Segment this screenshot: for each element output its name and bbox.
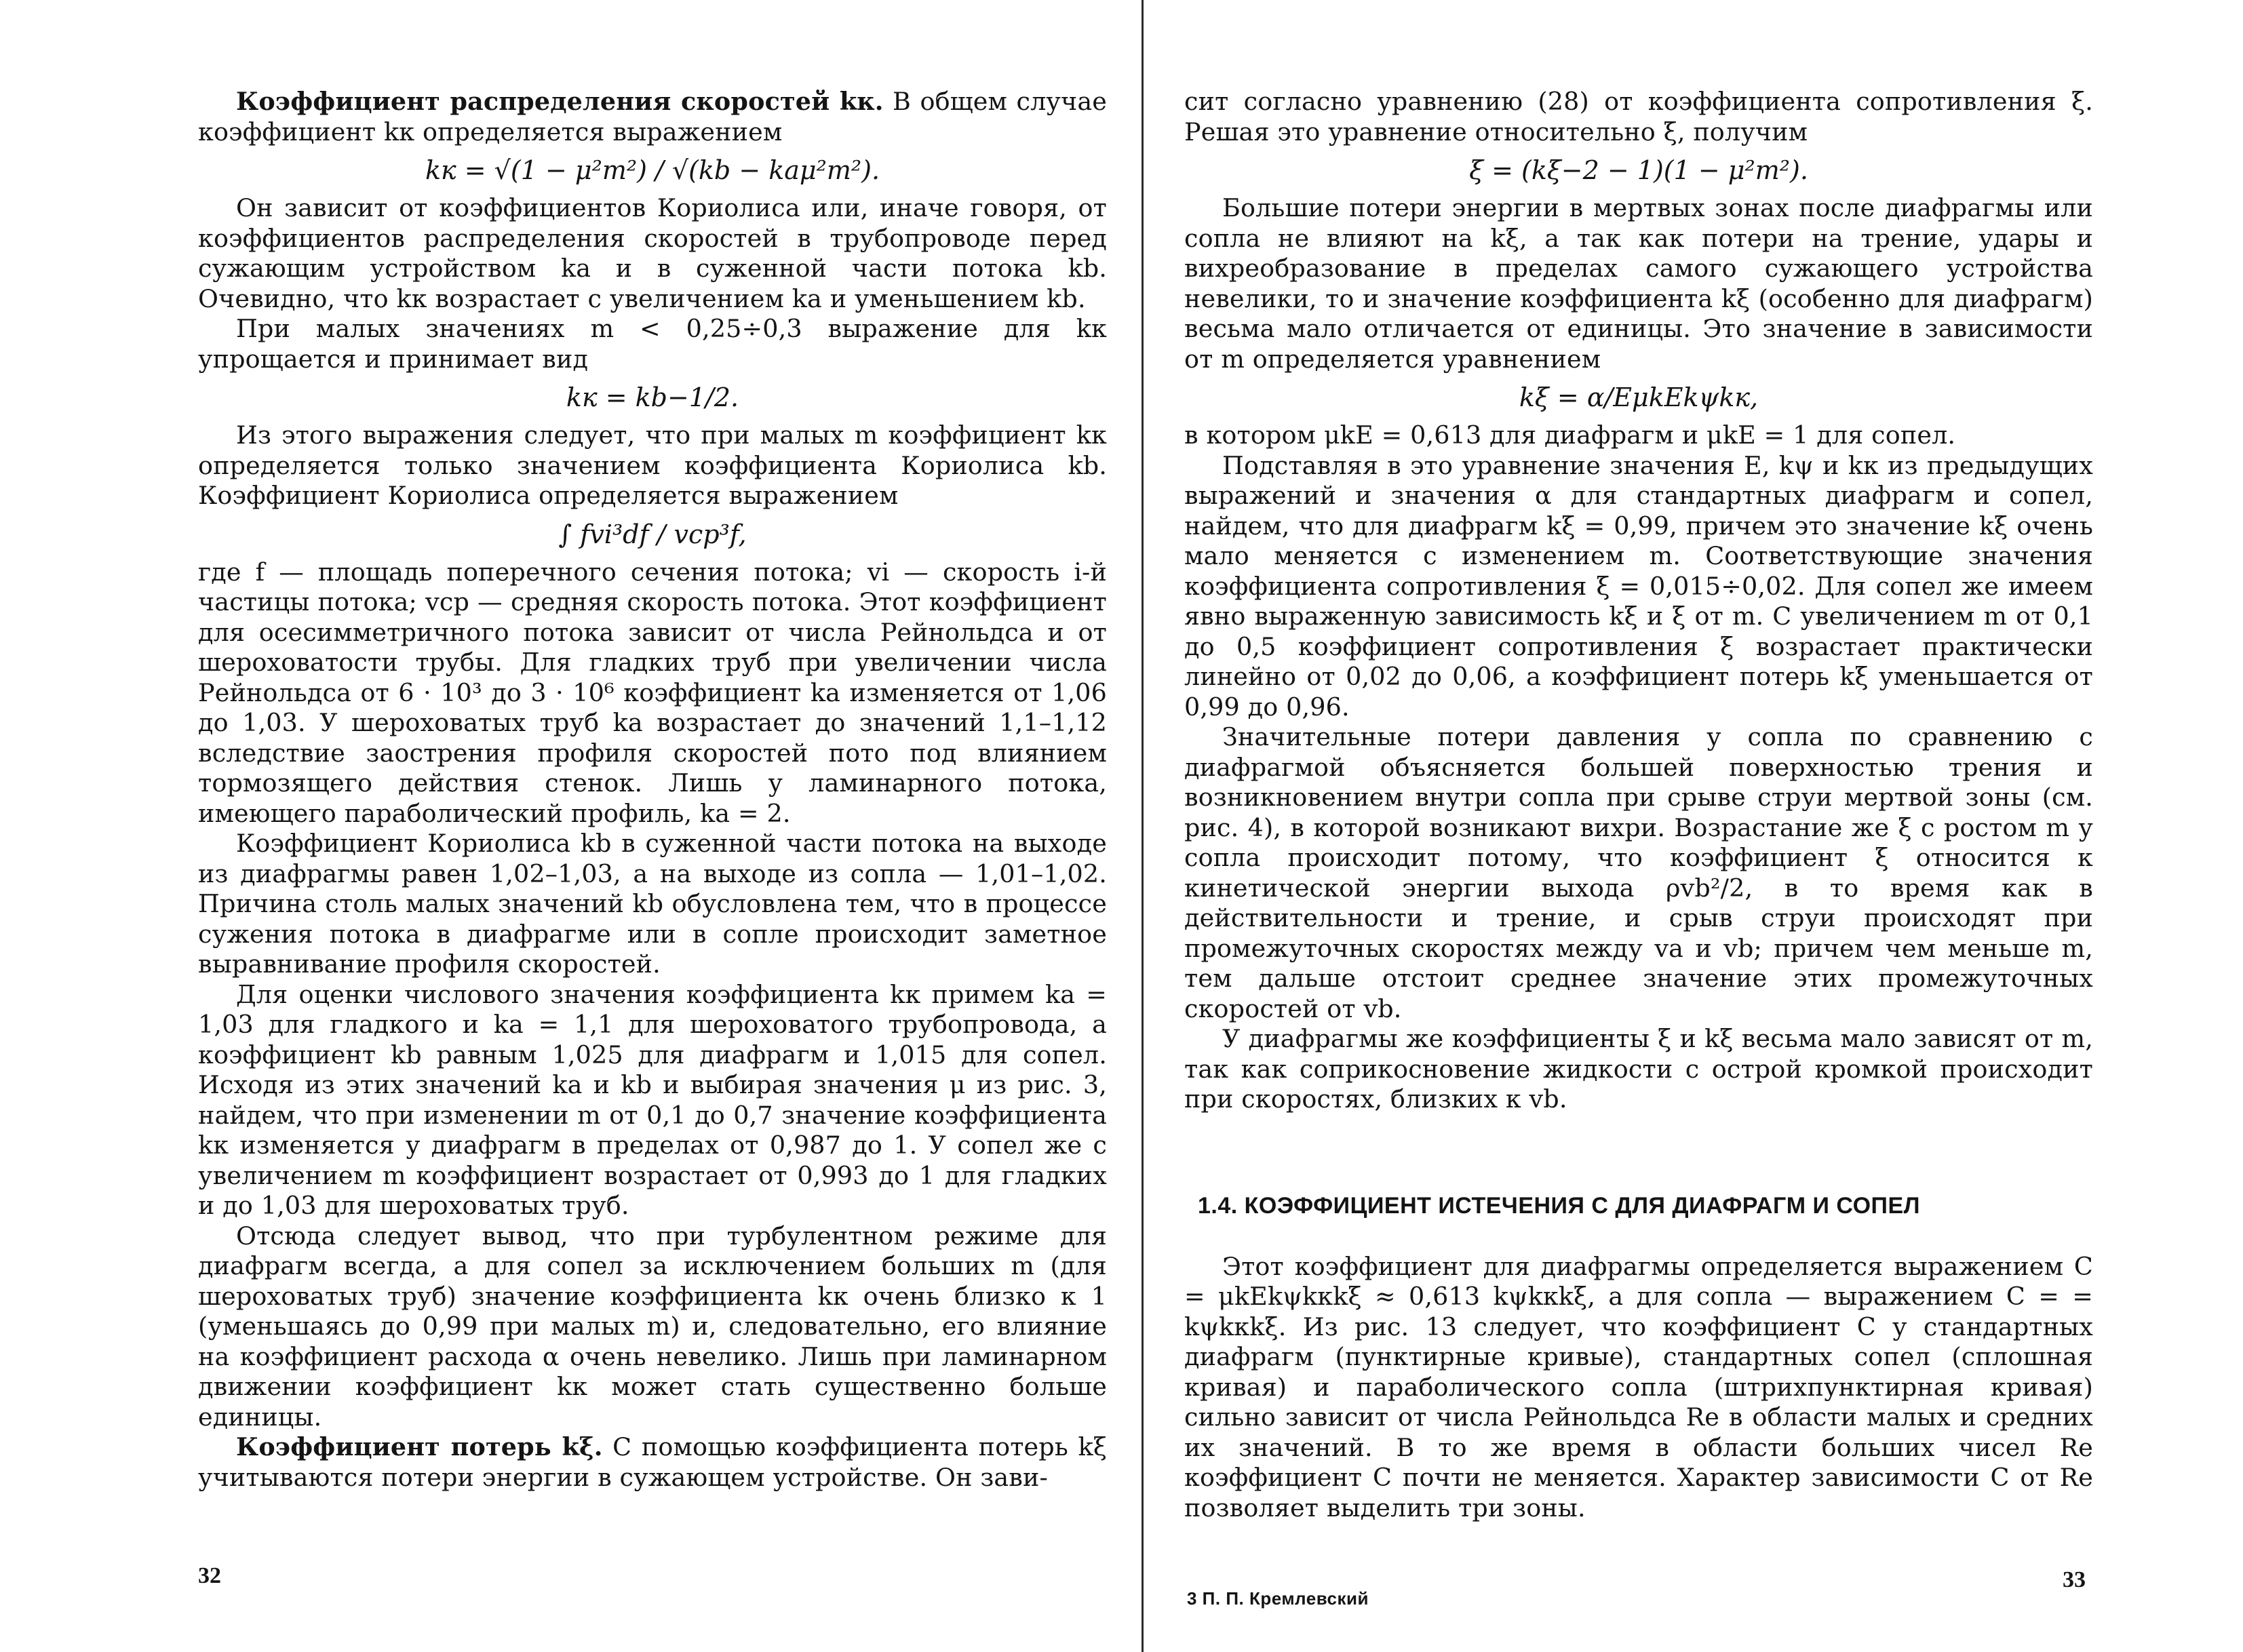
footer-signature: 3 П. П. Кремлевский bbox=[1187, 1588, 1369, 1609]
paragraph: Для оценки числового значения коэффициента kк примем ka = 1,03 для гладкого и ka = 1,1 для шероховатого трубопровода, а коэффициент kb равным 1,025 для диафрагм и 1,015 для сопел. Исходя из этих значений ka и kb и выбирая значения μ из рис. 3, найдем, что при изменении m от 0,1 до 0,7 значение коэффициента kк изменяется у диафрагм в пределах от 0,987 до 1. У сопел же с увеличением m коэффициент возрастает от 0,993 до 1 для гладких и до 1,03 для шероховатых труб. bbox=[198, 979, 1107, 1220]
paragraph: Он зависит от коэффициентов Кориолиса или, иначе говоря, от коэффициентов распределения скоростей в трубопроводе перед сужающим устройством ka и в суженной части потока kb. Очевидно, что kк возрастает с увеличением ka и уменьшением kb. bbox=[198, 193, 1107, 313]
paragraph: где f — площадь поперечного сечения потока; vi — скорость i-й частицы потока; vср — средняя скорость потока. Этот коэффициент для осесимметричного потока зависит от числа Рейнольдса и от шероховатости трубы. Для гладких труб при увеличении числа Рейнольдса от 6 · 10³ до 3 · 10⁶ коэффициент ka изменяется от 1,06 до 1,03. У шероховатых труб ka возрастает до значений 1,1–1,12 вследствие заострения профиля скоростей пото под влиянием тормозящего действия стенок. Лишь у ламинарного потока, имеющего параболический профиль, ka = 2. bbox=[198, 557, 1107, 828]
paragraph: Большие потери энергии в мертвых зонах после диафрагмы или сопла не влияют на kξ, а так как потери на трение, удары и вихреобразование в пределах самого сужающего устройства невелики, то и значение коэффициента kξ (особенно для диафрагм) весьма мало отличается от единицы. Это значение в зависимости от m определяется уравнением bbox=[1184, 193, 2093, 374]
paragraph: Этот коэффициент для диафрагмы определяется выражением C = μkEkψkкkξ ≈ 0,613 kψkкkξ, а для сопла — выражением C = = kψkкkξ. Из рис. 13 следует, что коэффициент C у стандартных диафрагм (пунктирные кривые), стандартных сопел (сплошная кривая) и параболического сопла (штрихпунктирная кривая) сильно зависит от числа Рейнольдса Re в области малых и средних их значений. В то же время в области больших чисел Re коэффициент C почти не меняется. Характер зависимости C от Re позволяет выделить три зоны. bbox=[1184, 1251, 2093, 1522]
paragraph: Коэффициент Кориолиса kb в суженной части потока на выходе из диафрагмы равен 1,02–1,03, а на выходе из сопла — 1,01–1,02. Причина столь малых значений kb обусловлена тем, что в процессе сужения потока в диафрагме или в сопле происходит заметное выравнивание профиля скоростей. bbox=[198, 829, 1107, 979]
right-text-column bbox=[1184, 87, 2093, 1523]
paragraph bbox=[198, 87, 1107, 147]
page-number: 33 bbox=[2063, 1567, 2086, 1592]
paragraph: сит согласно уравнению (28) от коэффициента сопротивления ξ. Решая это уравнение относительно ξ, получим bbox=[1184, 87, 2093, 146]
paragraph: Из этого выражения следует, что при малых m коэффициент kк определяется только значением коэффициента Кориолиса kb. Коэффициент Кориолиса определяется выражением bbox=[198, 420, 1107, 510]
paragraph: Значительные потери давления у сопла по сравнению с диафрагмой объясняется большей поверхностью трения и возникновением внутри сопла при срыве струи мертвой зоны (см. рис. 4), в которой возникают вихри. Возрастание же ξ с ростом m у сопла происходит потому, что коэффициент ξ относится к кинетической энергии выхода ρvb²/2, в то время как в действительности и трение, и срыв струи происходят при промежуточных скоростях между va и vb; причем чем меньше m, тем дальше отстоит среднее значение этих промежуточных скоростей от vb. bbox=[1184, 722, 2093, 1023]
page-number: 32 bbox=[198, 1563, 221, 1588]
paragraph: Отсюда следует вывод, что при турбулентном режиме для диафрагм всегда, а для сопел за исключением больших m (для шероховатых труб) значение коэффициента kк очень близко к 1 (уменьшаясь до 0,99 при малых m) и, следовательно, его влияние на коэффициент расхода α очень невелико. Лишь при ламинарном движении коэффициент kк может стать существенно больше единицы. bbox=[198, 1221, 1107, 1432]
equation: kк = kb−1/2. bbox=[566, 382, 739, 412]
paragraph-lead: Коэффициент потерь kξ. bbox=[236, 1432, 603, 1461]
equation: kк = √(1 − μ²m²) / √(kb − kaμ²m²). bbox=[425, 155, 880, 185]
paragraph: У диафрагмы же коэффициенты ξ и kξ весьма мало зависят от m, так как соприкосновение жидкости с острой кромкой происходит при скоростях, близких к vb. bbox=[1184, 1024, 2093, 1114]
paragraph-lead: Коэффициент распределения скоростей kк. bbox=[236, 87, 884, 116]
equation: ∫ fvi³df / vср³f, bbox=[558, 519, 747, 549]
equation: ξ = (kξ−2 − 1)(1 − μ²m²). bbox=[1469, 155, 1808, 185]
paragraph-text: С помощью коэффициента потерь kξ учитываются потери энергии в сужающем устройстве. Он зави- bbox=[198, 1432, 1107, 1492]
left-text-column bbox=[198, 87, 1107, 1493]
equation: kξ = α/EμkEkψkк, bbox=[1519, 382, 1759, 412]
paragraph: Подставляя в это уравнение значения E, kψ и kк из предыдущих выражений и значения α для стандартных диафрагм и сопел, найдем, что для диафрагм kξ = 0,99, причем это значение kξ очень мало меняется с изменением m. Соответствующие значения коэффициента сопротивления ξ = 0,015÷0,02. Для сопел же имеем явно выраженную зависимость kξ и ξ от m. С увеличением m от 0,1 до 0,5 коэффициент сопротивления ξ возрастает практически линейно от 0,02 до 0,06, а коэффициент потерь kξ уменьшается от 0,99 до 0,96. bbox=[1184, 450, 2093, 722]
paragraph bbox=[198, 1432, 1107, 1493]
section-heading: 1.4. КОЭФФИЦИЕНТ ИСТЕЧЕНИЯ C ДЛЯ ДИАФРАГМ И СОПЕЛ bbox=[1198, 1192, 1921, 1219]
paragraph: в котором μkE = 0,613 для диафрагм и μkE = 1 для сопел. bbox=[1184, 420, 1956, 450]
paragraph-text: В общем случае коэффициент kк определяется выражением bbox=[198, 87, 1107, 146]
paragraph: При малых значениях m < 0,25÷0,3 выражение для kк упрощается и принимает вид bbox=[198, 314, 1107, 374]
right-page bbox=[1144, 0, 2243, 1652]
